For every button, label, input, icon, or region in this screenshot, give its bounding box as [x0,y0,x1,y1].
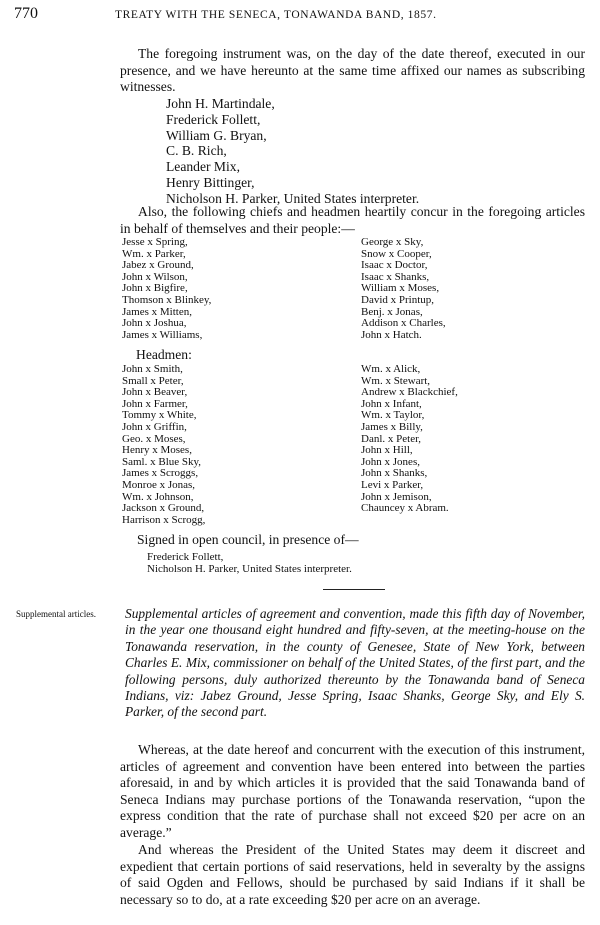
witness-name: John H. Martindale, [166,96,275,111]
chief-name: Snow x Cooper, [361,247,432,260]
chief-name: Isaac x Shanks, [361,270,430,283]
signatory-name: Nicholson H. Parker, United States interpreter. [147,563,352,576]
margin-note: Supplemental articles. [16,609,96,619]
signatory-name: Frederick Follett, [147,551,224,563]
chief-name: Thomson x Blinkey, [122,293,212,306]
headman-name: John x Jemison, [361,490,432,503]
headman-name: James x Billy, [361,420,423,433]
headman-name: Levi x Parker, [361,478,424,491]
chief-name: Jabez x Ground, [122,259,194,272]
headman-name: Wm. x Johnson, [122,490,194,503]
chief-name: George x Sky, [361,236,424,248]
chief-name: James x Mitten, [122,305,192,318]
headman-name: John x Hill, [361,444,413,457]
headman-name: Geo. x Moses, [122,432,186,445]
headmen-right-column [361,364,458,515]
headman-name: Wm. x Alick, [361,363,421,375]
headman-name: John x Infant, [361,397,422,410]
headmen-left-column [122,364,205,526]
headman-name: John x Griffin, [122,420,187,433]
headman-name: Andrew x Blackchief, [361,386,458,399]
whereas-paragraph-1: Whereas, at the date hereof and concurrent with the execution of this instrument, articles of agreement and convention have been entered into between the parties aforesaid, in and by which articles it is provided that the said Tonawanda band of Seneca Indians may purchase portions of the Tonawanda reservation, “upon the express condition that the rate of purchase shall not exceed $20 per acre on an average.” [120,742,585,840]
chiefs-right-column [361,237,446,341]
witness-name: C. B. Rich, [166,143,227,159]
headman-name: Henry x Moses, [122,444,192,457]
headmen-heading: Headmen: [136,347,192,362]
chief-name: John x Wilson, [122,270,188,283]
headman-name: Wm. x Stewart, [361,374,431,387]
chief-name: Wm. x Parker, [122,247,186,260]
headman-name: Wm. x Taylor, [361,409,425,422]
witness-name: Frederick Follett, [166,111,261,127]
headman-name: John x Beaver, [122,386,188,399]
witness-name: Nicholson H. Parker, United States interpreter. [166,190,420,206]
intro-paragraph: The foregoing instrument was, on the day of the date thereof, executed in our presence, and we have hereunto at the same time affixed our names as subscribing witnesses. [120,46,585,94]
witness-list [166,96,419,207]
witness-name: Leander Mix, [166,159,240,175]
headman-name: Tommy x White, [122,409,197,422]
signatory-list [147,551,352,576]
headman-name: John x Smith, [122,363,183,375]
signed-in-council-line: Signed in open council, in presence of— [137,532,359,547]
chief-name: John x Hatch. [361,328,422,341]
supplemental-articles-heading: Supplemental articles of agreement and convention, made this fifth day of November, in the year one thousand eight hundred and fifty-seven, at the meeting-house on the Tonawanda reservation, in the county of Genesee, State of New York, between Charles E. Mix, commissioner on behalf of the United States, of the first part, and the following persons, duly authorized thereunto by the Tonawanda band of Seneca Indians, viz: Jabez Ground, Jesse Spring, Isaac Shanks, George Sky, and Ely S. Parker, of the second part. [125,606,585,720]
chief-name: John x Bigfire, [122,282,188,295]
chiefs-left-column [122,237,211,341]
chief-name: Isaac x Doctor, [361,259,428,272]
headman-name: Danl. x Peter, [361,432,422,445]
headman-name: Chauncey x Abram. [361,502,449,515]
chief-name: James x Williams, [122,328,203,341]
headman-name: Jackson x Ground, [122,502,205,515]
running-title: TREATY WITH THE SENECA, TONAWANDA BAND, 1857. [115,9,437,21]
headman-name: Monroe x Jonas, [122,478,196,491]
chief-name: Benj. x Jonas, [361,305,423,318]
chief-name: Addison x Charles, [361,317,446,330]
headman-name: John x Farmer, [122,397,188,410]
chief-name: David x Printup, [361,293,435,306]
section-divider [323,589,385,590]
headman-name: James x Scroggs, [122,467,199,480]
page-number: 770 [14,5,38,22]
witness-name: Henry Bittinger, [166,174,255,190]
chief-name: Jesse x Spring, [122,236,188,248]
chief-name: William x Moses, [361,282,440,295]
headman-name: Small x Peter, [122,374,184,387]
witness-name: William G. Bryan, [166,127,267,143]
headman-name: Harrison x Scrogg, [122,513,206,526]
whereas-paragraph-2: And whereas the President of the United States may deem it discreet and expedient that certain portions of said reservations, held in severalty by the assigns of said Ogden and Fellows, should be purchased by said Indians if it shall be necessary so to do, at a rate exceeding $20 per acre on an average. [120,842,585,907]
headman-name: John x Shanks, [361,467,428,480]
chief-name: John x Joshua, [122,317,187,330]
headman-name: Saml. x Blue Sky, [122,455,202,468]
headman-name: John x Jones, [361,455,420,468]
chiefs-paragraph: Also, the following chiefs and headmen heartily concur in the foregoing articles in behalf of themselves and their people:— [120,204,585,236]
